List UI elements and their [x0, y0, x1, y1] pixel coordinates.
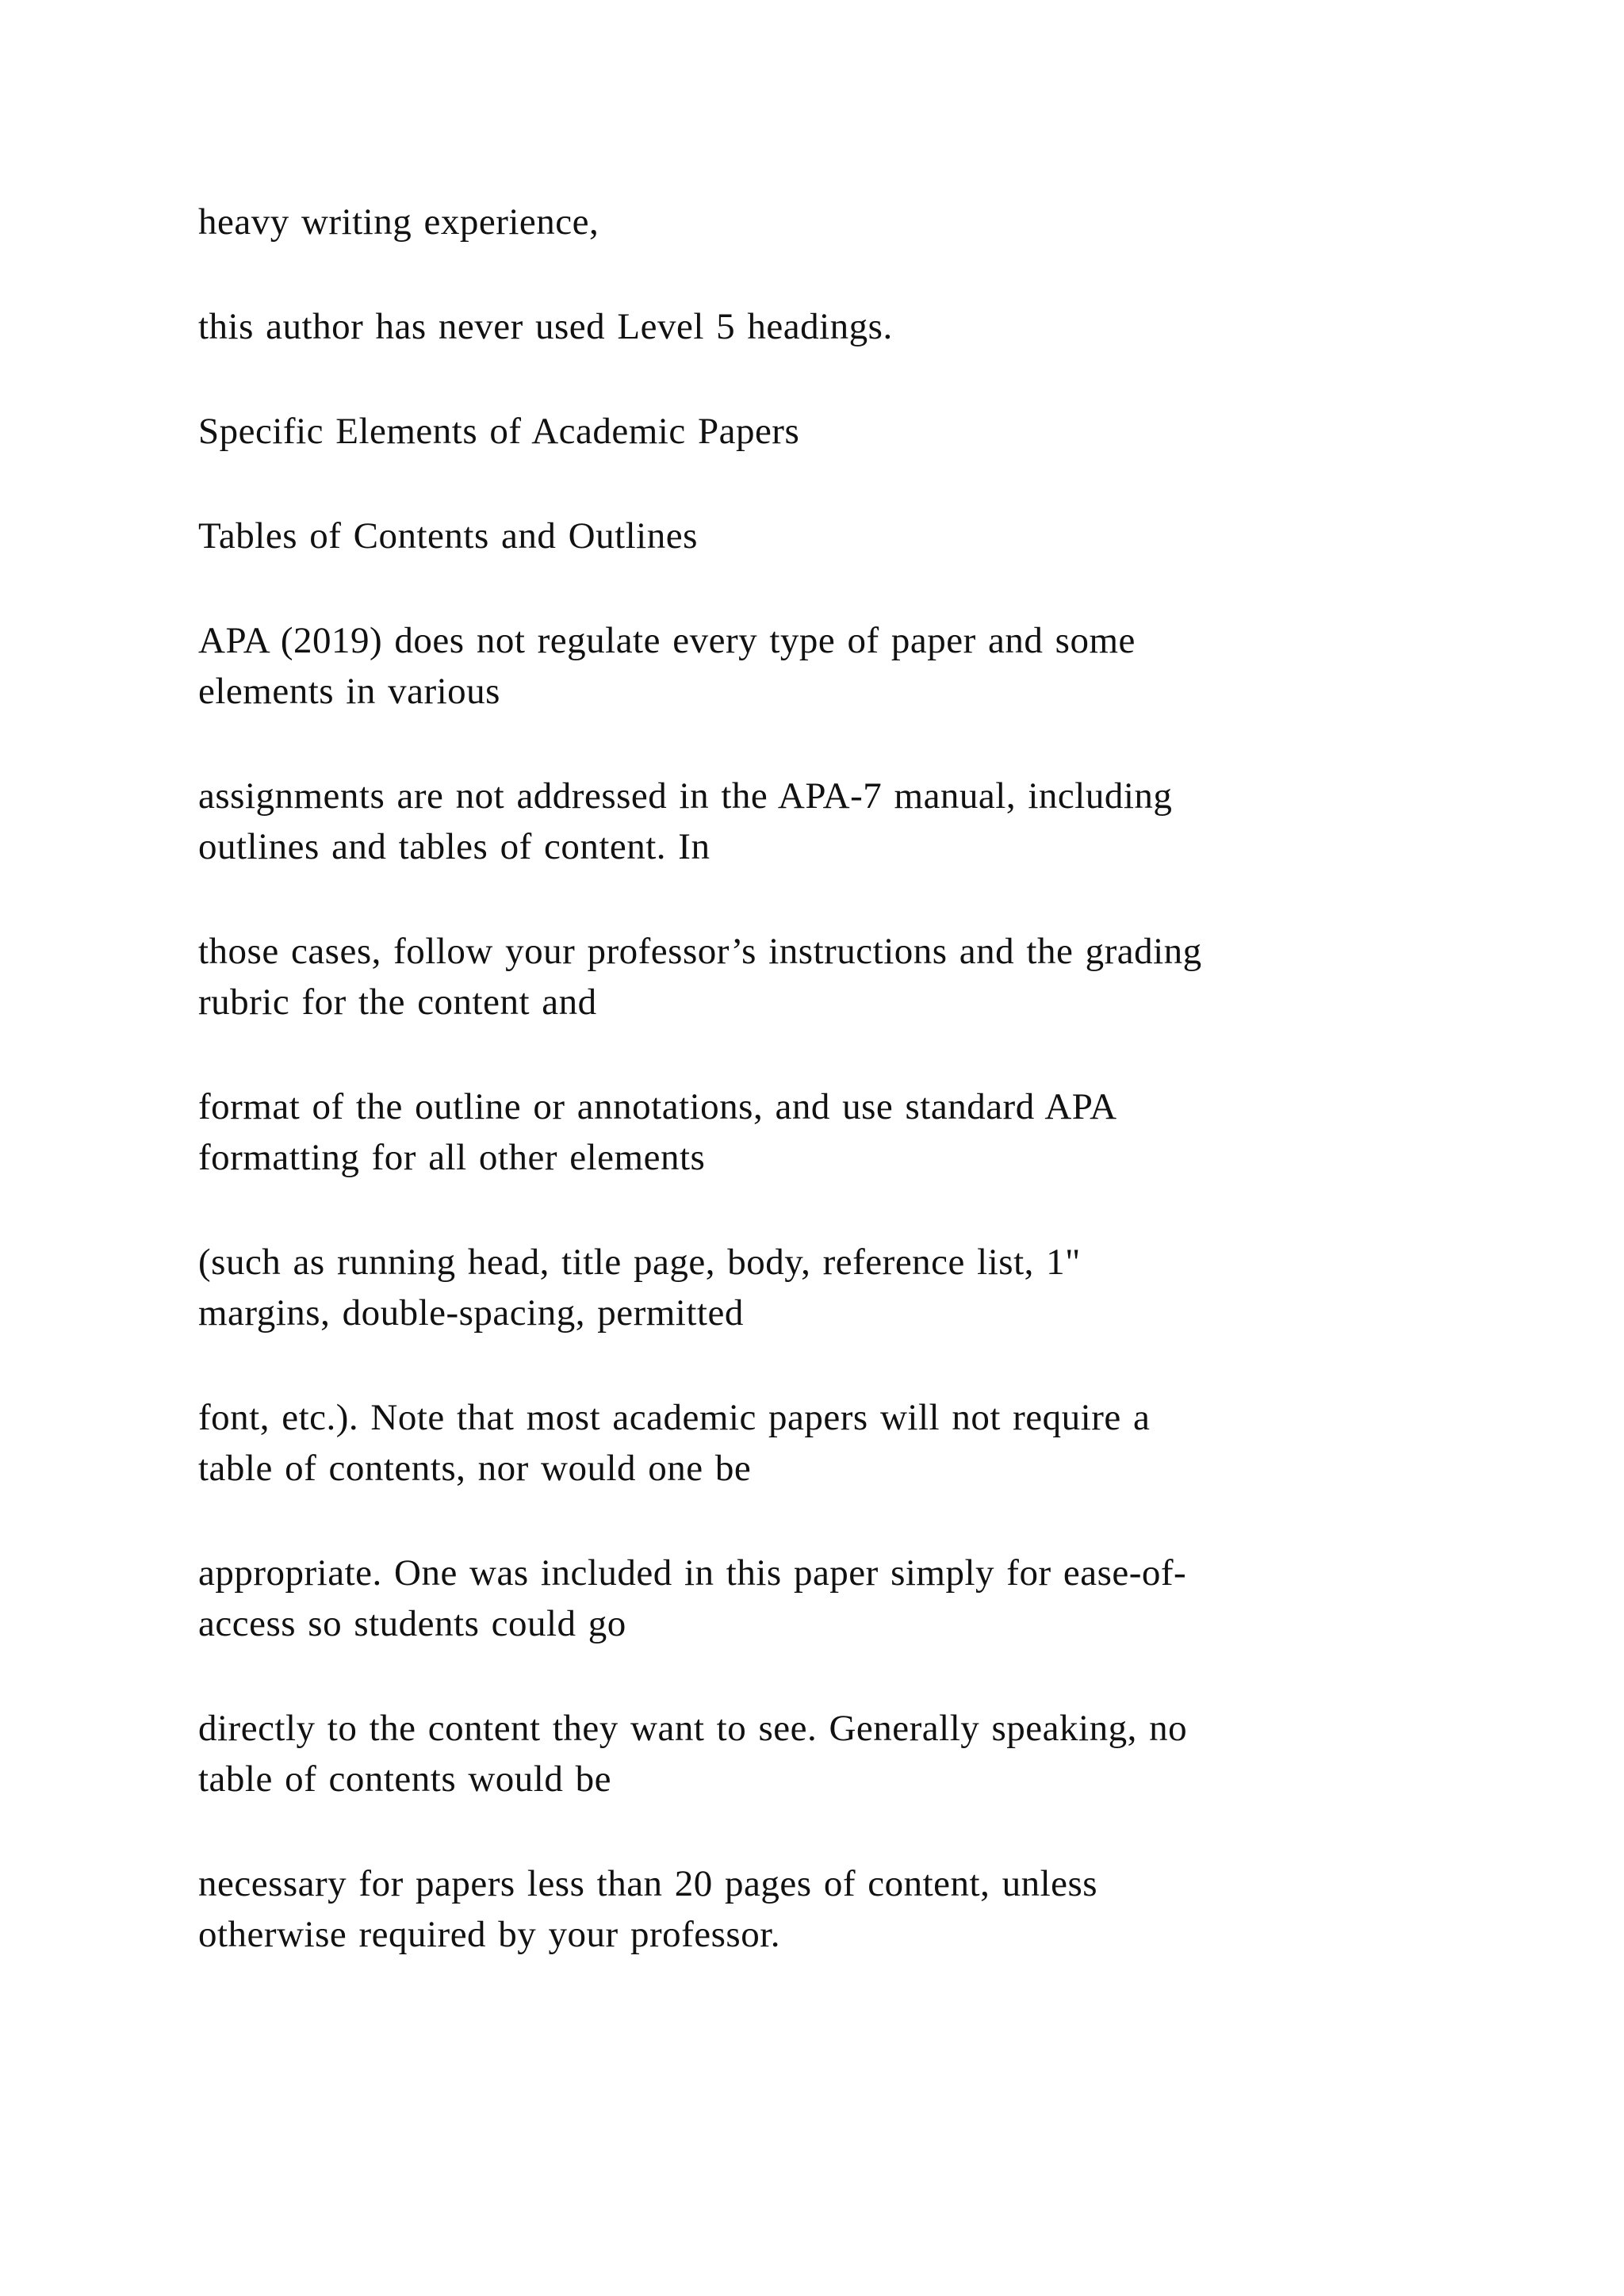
paragraph [198, 301, 1483, 352]
paragraph [198, 197, 1483, 247]
paragraph [198, 1703, 1483, 1804]
text-line: this author has never used Level 5 headings. [198, 306, 893, 347]
text-line: appropriate. One was included in this paper simply for ease-of- [198, 1552, 1187, 1594]
text-line: directly to the content they want to see. Generally speaking, no [198, 1708, 1188, 1749]
text-line: Tables of Contents and Outlines [198, 515, 698, 557]
text-line: heavy writing experience, [198, 201, 599, 243]
text-line: those cases, follow your professor’s instructions and the grading [198, 931, 1202, 972]
text-line: necessary for papers less than 20 pages of content, unless [198, 1863, 1098, 1904]
text-line: APA (2019) does not regulate every type of paper and some [198, 620, 1136, 661]
text-line: margins, double-spacing, permitted [198, 1292, 744, 1334]
paragraph [198, 1237, 1483, 1338]
paragraph [198, 926, 1483, 1027]
text-line: formatting for all other elements [198, 1137, 706, 1178]
text-line: table of contents, nor would one be [198, 1448, 752, 1489]
text-line: font, etc.). Note that most academic papers will not require a [198, 1397, 1151, 1438]
text-line: rubric for the content and [198, 982, 597, 1023]
text-line: table of contents would be [198, 1758, 611, 1800]
paragraph [198, 1392, 1483, 1494]
text-line: Specific Elements of Academic Papers [198, 411, 800, 452]
subsection-heading [198, 511, 1483, 561]
text-line: otherwise required by your professor. [198, 1914, 781, 1955]
paragraph [198, 1548, 1483, 1649]
text-line: assignments are not addressed in the APA-7 manual, including [198, 775, 1173, 817]
text-line: access so students could go [198, 1603, 626, 1644]
section-heading [198, 406, 1483, 457]
paragraph [198, 1858, 1483, 1960]
document-body [198, 197, 1483, 2014]
paragraph [198, 615, 1483, 717]
text-line: outlines and tables of content. In [198, 826, 710, 867]
text-line: (such as running head, title page, body, reference list, 1" [198, 1242, 1081, 1283]
text-line: format of the outline or annotations, and use standard APA [198, 1086, 1117, 1127]
paragraph [198, 771, 1483, 872]
text-line: elements in various [198, 671, 500, 712]
paragraph [198, 1081, 1483, 1183]
